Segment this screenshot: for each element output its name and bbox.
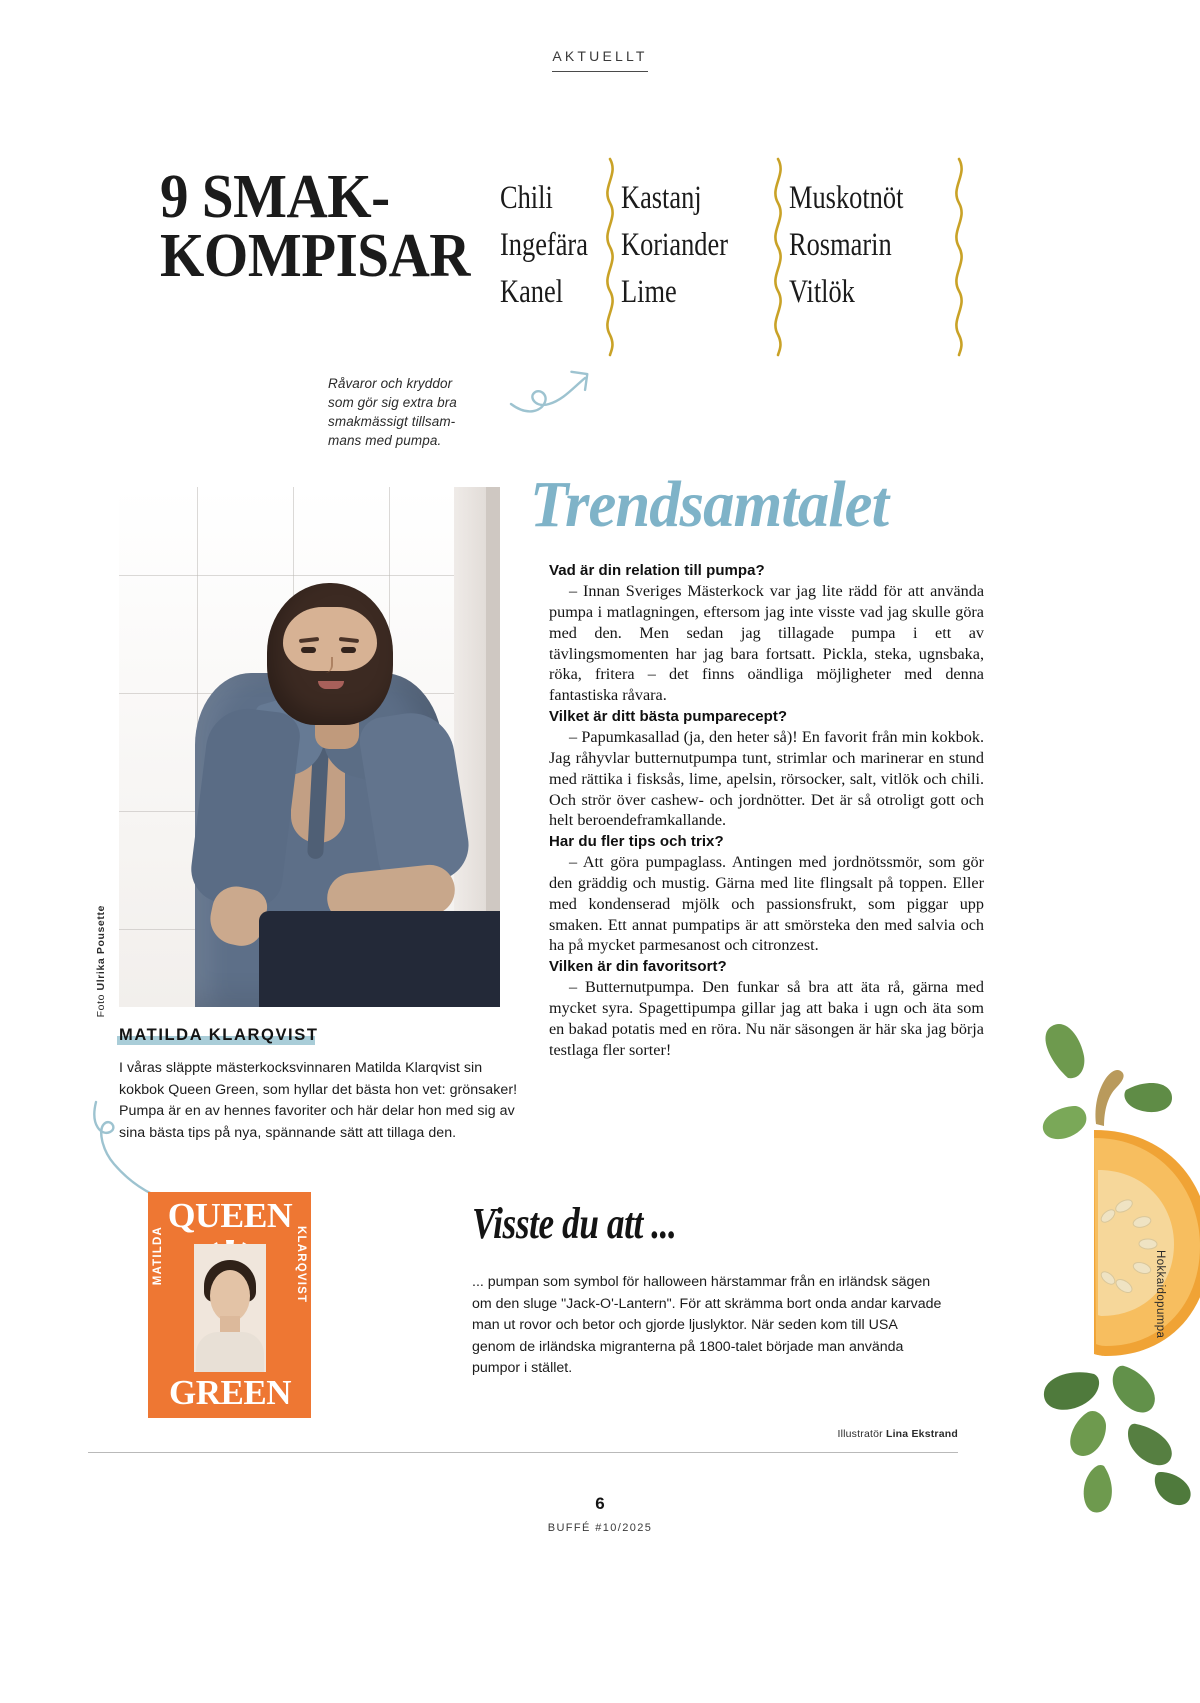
interview-question: Vilken är din favoritsort? — [549, 958, 727, 976]
spice-item: Vitlök — [789, 273, 856, 310]
spice-item: Lime — [620, 273, 677, 310]
kicker-label: AKTUELLT — [552, 48, 647, 72]
wavy-divider-icon — [948, 157, 970, 357]
book-portrait-face — [210, 1270, 250, 1322]
page-kicker-container — [0, 48, 1200, 72]
interview-answer: – Papumkasallad (ja, den heter så)! En favorit från min kokbok. Jag råhyvlar butternutpumpa tunt, strimlar och marinerar en stund med rättika i fisksås, lime, apelsin, rörsocker, salt, vitlök och chili. Och strör över cashew- och jordnötter. Det är så otroligt gott och helt beroendeframkallande. — [549, 728, 984, 830]
spice-item: Kanel — [500, 273, 564, 310]
eye-right — [341, 647, 356, 653]
interview-question: Vad är din relation till pumpa? — [549, 562, 765, 579]
book-title-top: QUEEN — [167, 1196, 293, 1235]
wavy-divider-icon — [767, 157, 789, 357]
interview-qa-list — [549, 560, 984, 1061]
portrait-photo — [119, 487, 500, 1007]
curly-arrow-icon — [505, 364, 600, 434]
interview-answer: – Att göra pumpaglass. Antingen med jordnötssmör, som gör den gräddig och mustig. Gärna med lite flingsalt på toppen. Eller med kondenserad mjölk och passionsfrukt, som piggar upp smaken. Ett annat pumpatips är att smörsteka den med salvia och ha på mycket parmesanost och citronzest. — [549, 853, 984, 955]
interview-question: Vilket är ditt bästa pumparecept? — [549, 707, 788, 725]
interview-answer: – Butternutpumpa. Den funkar så bra att äta rå, gärna med mycket syra. Spagettipumpa gillar jag att baka i ugn och äta som en bakad potatis med en röra. Nu när säsongen är här ska jag börja testlaga fler sorter! — [549, 978, 984, 1059]
caption-line: smakmässigt tillsam- — [328, 414, 456, 430]
photo-credit-name: Ulrika Pousette — [95, 905, 107, 991]
did-you-know-body: ... pumpan som symbol för halloween härstammar från en irländsk sägen om den sluge "Jack-O'-Lantern". För att skrämma bort onda andar karvade man ut rovor och betor och gjorde ljuslyktor. När seden kom till USA genom de irländska migranterna på 1800-talet började man använda pumpor i stället. — [472, 1274, 942, 1377]
book-title-bottom: GREEN — [169, 1373, 291, 1412]
section-title-did-you-know: Visste du att ... — [472, 1199, 677, 1248]
spice-item: Chili — [500, 180, 553, 216]
illustrator-credit — [837, 1428, 958, 1440]
section-title-interview: Trendsamtalet — [530, 468, 889, 541]
photo-credit — [95, 905, 107, 1017]
page-title — [160, 163, 473, 290]
spice-column-2 — [621, 175, 746, 316]
person-name: MATILDA KLARQVIST — [119, 1026, 319, 1044]
caption-line: som gör sig extra bra — [328, 395, 457, 411]
book-cover — [148, 1192, 311, 1418]
person-name-block — [119, 1026, 319, 1045]
spice-column-3 — [789, 175, 924, 316]
spice-item: Kastanj — [620, 180, 702, 216]
book-portrait-shoulders — [196, 1332, 264, 1372]
eye-left — [301, 647, 316, 653]
hokkaido-pumpkin-illustration — [976, 1020, 1200, 1520]
footer-divider — [88, 1452, 958, 1453]
spice-item: Koriander — [620, 226, 728, 263]
caption-line: mans med pumpa. — [328, 433, 442, 449]
spice-column-1 — [500, 175, 596, 316]
headline-line-2: KOMPISAR — [160, 221, 471, 290]
spice-item: Ingefära — [500, 226, 588, 263]
flavour-pairings-list — [500, 175, 970, 345]
pumpkin-variety-label: Hokkaidopumpa — [1154, 1250, 1166, 1339]
figure-arm-left — [187, 704, 302, 910]
spice-item: Muskotnöt — [789, 180, 904, 216]
eyebrow-left — [299, 637, 319, 643]
figure-face — [285, 607, 375, 711]
book-author-first-name: MATILDA — [152, 1226, 164, 1286]
mouth — [318, 681, 344, 689]
page-number: 6 — [595, 1494, 605, 1513]
spice-item: Rosmarin — [789, 226, 892, 263]
caption-line: Råvaror och kryddor — [328, 376, 453, 391]
illustrator-credit-prefix: Illustratör — [837, 1428, 886, 1440]
photo-credit-prefix: Foto — [95, 990, 107, 1018]
flavour-caption — [328, 374, 503, 451]
interview-question: Har du fler tips och trix? — [549, 833, 724, 851]
interview-answer: – Innan Sveriges Mästerkock var jag lite rädd för att använda pumpa i matlagningen, eftersom jag inte visste vad jag skulle göra med den. Men sedan jag tillagade pumpa i ett av tävlingsmomenten har jag bara fortsatt. Pickla, steka, ugnsbaka, röka, fritera – det finns oändliga möjligheter med denna fantastiska råvara. — [549, 582, 984, 705]
nose — [325, 657, 333, 673]
issue-label: BUFFÉ #10/2025 — [547, 1522, 653, 1534]
headline-line-1: 9 SMAK- — [160, 163, 390, 231]
eyebrow-right — [339, 637, 359, 643]
wavy-divider-icon — [599, 157, 621, 357]
illustrator-credit-name: Lina Ekstrand — [885, 1428, 958, 1440]
book-author-last-name: KLARQVIST — [295, 1226, 307, 1304]
intro-paragraph: I våras släppte mästerkocksvinnaren Matilda Klarqvist sin kokbok Queen Green, som hyllar det bästa hon vet: grönsaker! Pumpa är en av hennes favoriter och här delar hon med sig av sina bästa tips på nya, spännande sätt att tillaga den. — [119, 1060, 518, 1141]
figure-skirt — [259, 911, 500, 1007]
